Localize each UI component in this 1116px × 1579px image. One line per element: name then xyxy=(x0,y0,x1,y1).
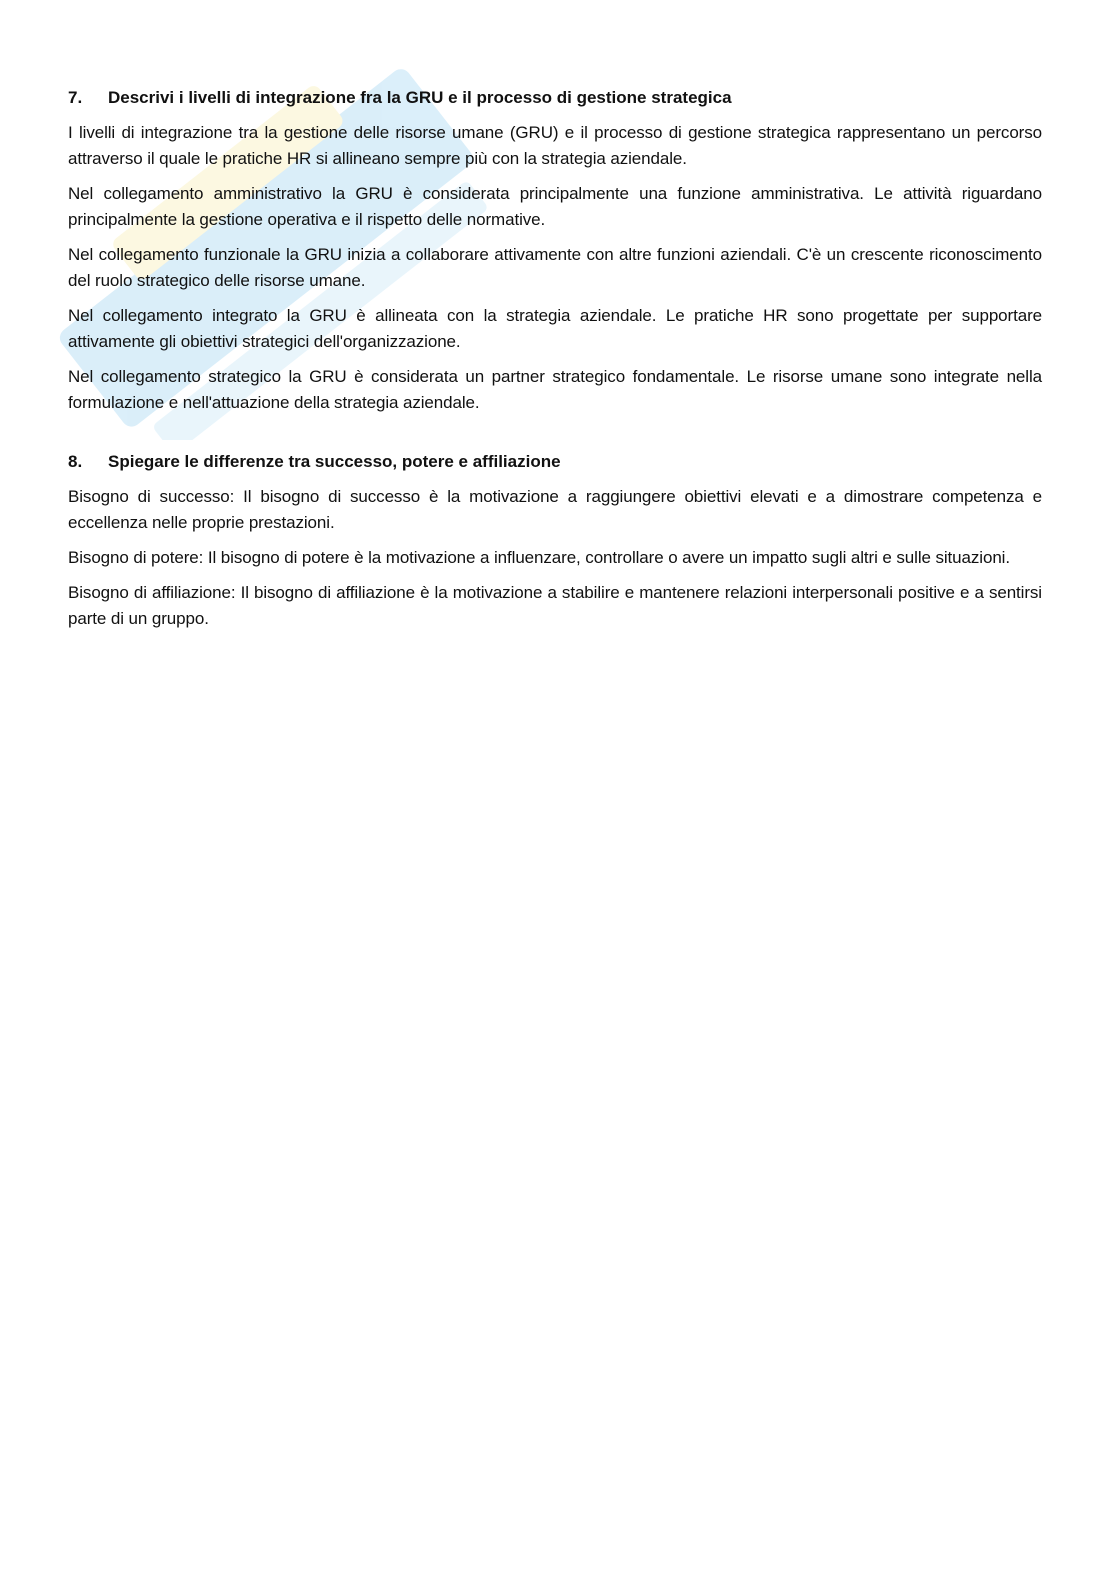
section-7 xyxy=(68,86,1042,416)
section-8 xyxy=(68,450,1042,632)
paragraph: Nel collegamento funzionale la GRU inizia a collaborare attivamente con altre funzioni aziendali. C'è un crescente riconoscimento del ruolo strategico delle risorse umane. xyxy=(68,245,1042,290)
paragraph: Nel collegamento strategico la GRU è considerata un partner strategico fondamentale. Le risorse umane sono integrate nella formulazione e nell'attuazione della strategia aziendale. xyxy=(68,367,1042,412)
document-page xyxy=(68,86,1042,666)
paragraph: Bisogno di affiliazione: Il bisogno di affiliazione è la motivazione a stabilire e mantenere relazioni interpersonali positive e a sentirsi parte di un gruppo. xyxy=(68,583,1042,628)
section-title: Descrivi i livelli di integrazione fra la GRU e il processo di gestione strategica xyxy=(108,88,732,107)
paragraph: Nel collegamento amministrativo la GRU è considerata principalmente una funzione amministrativa. Le attività riguardano principalmente la gestione operativa e il rispetto delle normative. xyxy=(68,184,1042,229)
section-number: 8. xyxy=(68,452,83,471)
paragraph: I livelli di integrazione tra la gestione delle risorse umane (GRU) e il processo di gestione strategica rappresentano un percorso attraverso il quale le pratiche HR si allineano sempre più con la strategia aziendale. xyxy=(68,123,1042,168)
section-number: 7. xyxy=(68,88,83,107)
section-heading xyxy=(68,86,1042,110)
paragraph: Bisogno di potere: Il bisogno di potere è la motivazione a influenzare, controllare o avere un impatto sugli altri e sulle situazioni. xyxy=(68,548,1010,567)
paragraph: Nel collegamento integrato la GRU è allineata con la strategia aziendale. Le pratiche HR sono progettate per supportare attivamente gli obiettivi strategici dell'organizzazione. xyxy=(68,306,1042,351)
paragraph: Bisogno di successo: Il bisogno di successo è la motivazione a raggiungere obiettivi elevati e a dimostrare competenza e eccellenza nelle proprie prestazioni. xyxy=(68,487,1042,532)
section-heading xyxy=(68,450,1042,474)
section-title: Spiegare le differenze tra successo, potere e affiliazione xyxy=(108,452,561,471)
